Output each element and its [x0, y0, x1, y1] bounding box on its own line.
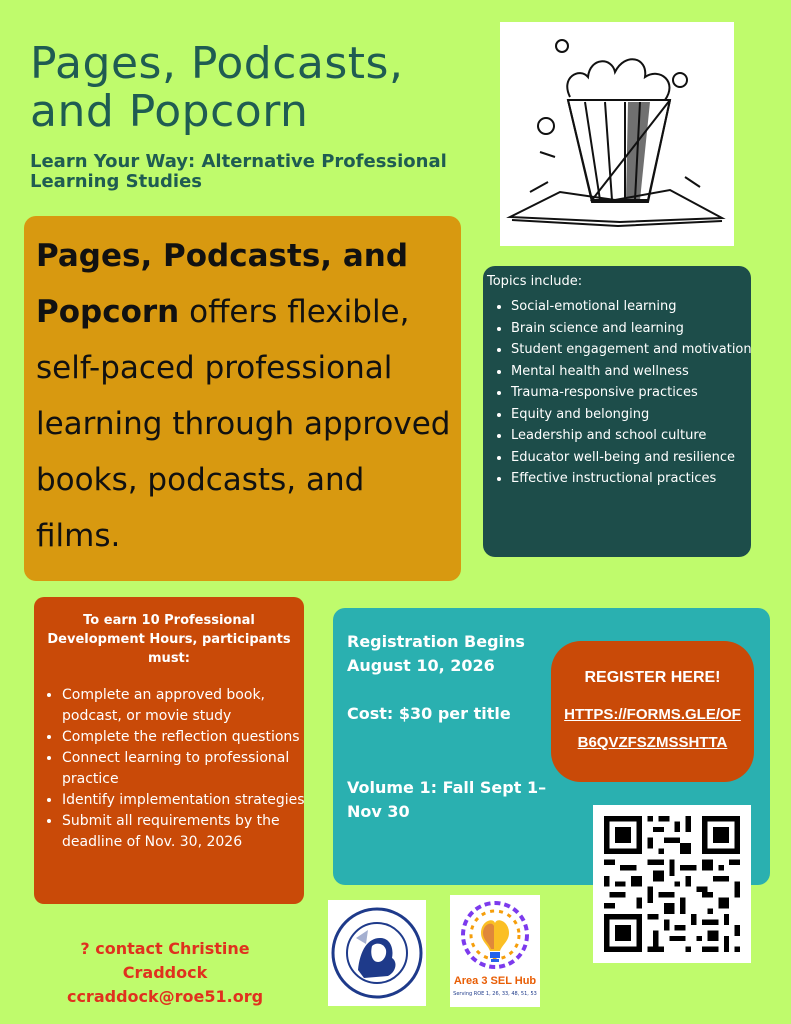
roe-seal-logo-icon [328, 900, 426, 1006]
contact-name: ? contact Christine Craddock [80, 939, 250, 982]
list-item: • Trauma-responsive practices [511, 382, 753, 404]
contact-info [40, 937, 290, 1009]
volume-dates: Volume 1: Fall Sept 1– Nov 30 [347, 778, 547, 821]
register-link[interactable]: HTTPS://FORMS.GLE/OFB6QVZFSZMSSHTTA [564, 706, 741, 751]
intro-bold: Pages, Podcasts, and Popcorn [36, 238, 409, 330]
list-item: • Equity and belonging [511, 404, 753, 426]
list-item: • Effective instructional practices [511, 468, 753, 490]
sel-hub-name: Area 3 SEL Hub [453, 975, 537, 987]
list-item: • Complete the reflection questions [62, 727, 306, 748]
registration-date: Registration Begins August 10, 2026 [347, 632, 525, 675]
list-item: • Mental health and wellness [511, 361, 753, 383]
topics-list [491, 296, 753, 490]
requirements-panel [34, 597, 304, 904]
requirements-heading: To earn 10 Professional Development Hours, participants must: [47, 613, 291, 666]
registration-cost: Cost: $30 per title [347, 704, 511, 723]
requirements-list [42, 685, 306, 853]
list-item: • Social-emotional learning [511, 296, 753, 318]
page-subtitle: Learn Your Way: Alternative Professional Learning Studies [30, 151, 447, 192]
list-item: • Leadership and school culture [511, 425, 753, 447]
list-item: • Brain science and learning [511, 318, 753, 340]
sel-hub-subtitle: Serving ROE 1, 26, 33, 48, 51, 53 [453, 991, 537, 997]
topics-panel [483, 266, 751, 557]
list-item: • Complete an approved book, podcast, or movie study [62, 685, 306, 727]
contact-email[interactable]: ccraddock@roe51.org [66, 987, 264, 1006]
intro-rest: offers flexible, self-paced professional learning through approved books, podcasts, and films. [36, 294, 451, 554]
sel-hub-logo-icon [450, 895, 540, 1007]
topics-heading: Topics include: [487, 274, 583, 289]
popcorn-book-icon [500, 22, 734, 246]
page-title: Pages, Podcasts, and Popcorn [30, 38, 404, 137]
list-item: • Identify implementation strategies [62, 790, 306, 811]
intro-text [36, 228, 451, 564]
list-item: • Submit all requirements by the deadline of Nov. 30, 2026 [62, 811, 306, 853]
list-item: • Educator well-being and resilience [511, 447, 753, 469]
list-item: • Connect learning to professional practice [62, 748, 306, 790]
register-button[interactable] [551, 641, 754, 782]
qr-code-icon[interactable] [593, 805, 751, 963]
list-item: • Student engagement and motivation [511, 339, 753, 361]
register-label: REGISTER HERE! [584, 669, 721, 686]
